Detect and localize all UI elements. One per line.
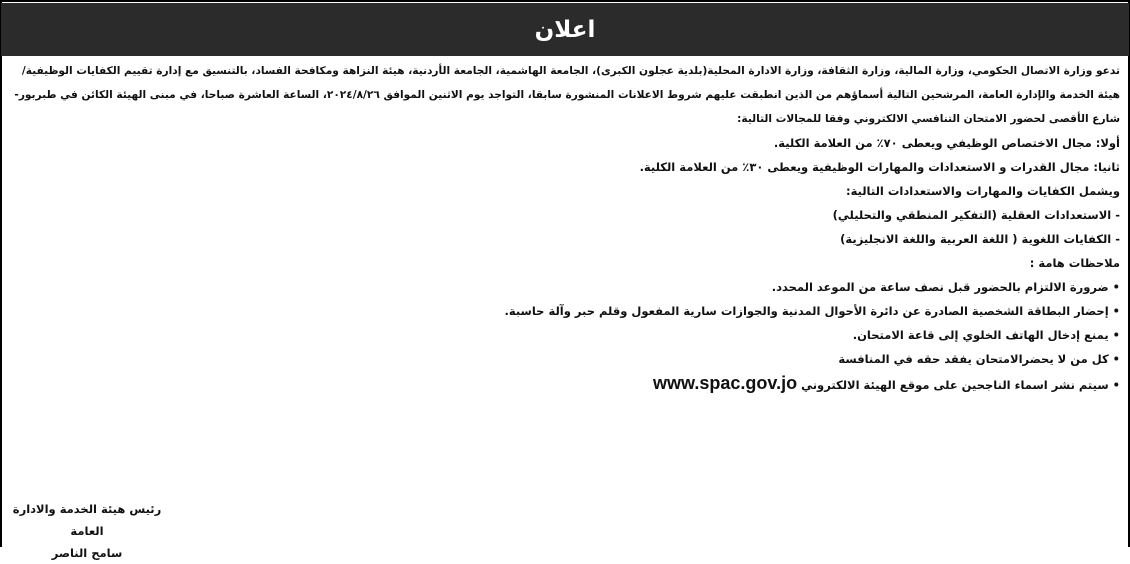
signature-block (12, 498, 162, 564)
notice-body (12, 59, 1120, 397)
note-attendance: • ضرورة الالتزام بالحضور قبل نصف ساعة من الموعد المحدد. (771, 280, 1120, 294)
field-mental-aptitude: - الاستعدادات العقلية (التفكير المنطقي والتحليلي) (832, 208, 1120, 222)
note-id-card: • إحضار البطاقة الشخصية الصادرة عن دائرة الأحوال المدنية والجوازات سارية المفعول وقلم حبر وآلة حاسبة. (504, 304, 1120, 318)
note-no-phone: • يمنع إدخال الهاتف الخلوي إلى قاعة الامتحان. (852, 328, 1120, 342)
note-absence: • كل من لا يحضرالامتحان يفقد حقه في المنافسة (838, 352, 1120, 366)
signature-position: رئيس هيئة الخدمة والادارة العامة (12, 502, 162, 538)
website-link[interactable]: www.spac.gov.jo (653, 373, 798, 393)
notice-title: اعلان (534, 16, 596, 43)
intro-paragraph: تدعو وزارة الاتصال الحكومي، وزارة المالية، وزارة الثقافة، وزارة الادارة المحلية(بلدية عجلون الكبرى)، الجامعة الهاشمية، الجامعة الأردنية، هيئة النزاهة ومكافحة الفساد، بالتنسيق مع إدارة تقييم الكفايات الوظيفية/هيئة الخدمة والإدارة العامة، المرشحين التالية أسماؤهم من الذين انطبقت عليهم شروط الاعلانات المنشورة سابقا، التواجد يوم الاثنين الموافق ٢٠٢٤/٨/٢٦، الساعة العاشرة صباحا، في مبنى الهيئة الكائن في طبربور- شارع الأقصى لحضور الامتحان التنافسي الالكتروني وفقا للمجالات التالية: (14, 65, 1120, 125)
field-includes: ويشمل الكفايات والمهارات والاستعدادات التالية: (845, 184, 1120, 198)
title-bar (1, 3, 1129, 56)
field-language: - الكفايات اللغوية ( اللغة العربية واللغة الانجليزية) (840, 232, 1120, 246)
notes-heading: ملاحظات هامة : (1029, 256, 1120, 270)
website-note-text: • سيتم نشر اسماء الناجحين على موقع الهيئة الالكتروني (801, 378, 1120, 392)
field-second: ثانيا: مجال القدرات و الاستعدادات والمهارات الوظيفية ويعطى ٣٠٪ من العلامة الكلية. (639, 160, 1120, 174)
signature-name: سامح الناصر (51, 546, 123, 560)
note-website (12, 371, 1120, 397)
field-first: أولا: مجال الاختصاص الوظيفي ويعطى ٧٠٪ من العلامة الكلية. (773, 136, 1120, 150)
